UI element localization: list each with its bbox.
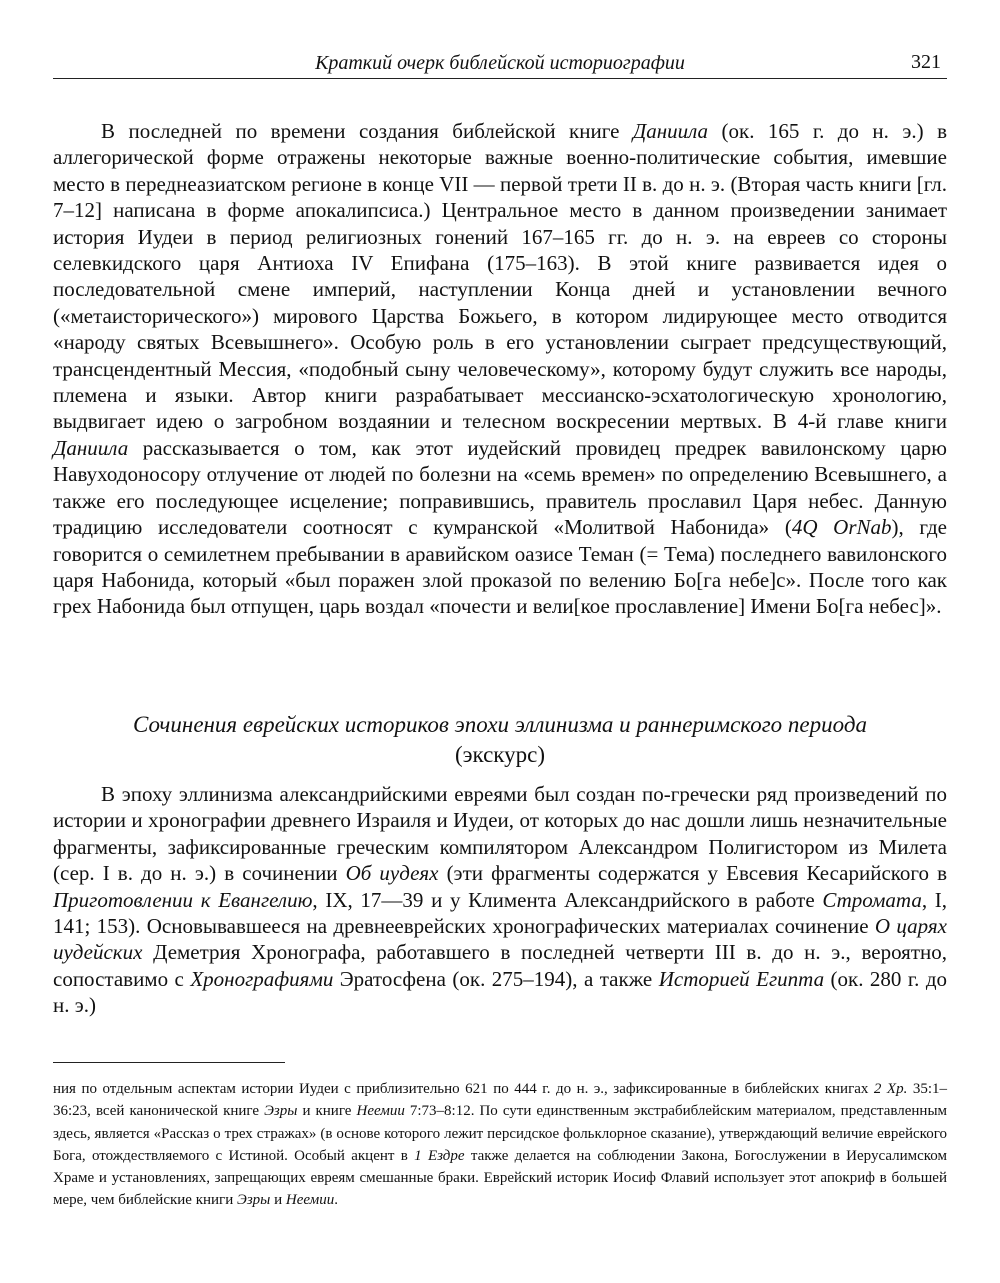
page-number: 321	[911, 51, 941, 73]
text-run: В последней по времени создания библейской книге	[101, 119, 633, 143]
book-reference-italic: 2 Хр.	[873, 1081, 908, 1097]
section-title: Сочинения еврейских историков эпохи эллинизма и раннеримского периода	[133, 712, 867, 737]
text-run: .	[334, 1192, 338, 1209]
book-title-italic: Приготовлении к Евангелию	[53, 887, 313, 912]
text-run: (ок. 280 г. до н. э.)	[53, 966, 948, 1018]
text-run: также делается на соблюдении Закона, Богослужении в Иерусалимском Храме и установлениях, запрещающих евреям смешанные браки. Еврейский историк Иосиф Флавий использует этот апокриф в большей мере, чем библейские книги	[53, 1147, 948, 1209]
book-title-italic: Даниила	[53, 435, 129, 460]
book-title-italic: Об иудеях	[345, 861, 439, 886]
text-run: 7:73–8:12. По сути единственным экстрабиблейским материалом, представленным здесь, является «Рассказ о трех стражах» (в основе которого лежит персидское фольклорное сказание), утверждающий величие еврейского Бога, отождествляемого с Истиной. Особый акцент в	[53, 1103, 948, 1164]
book-title-italic: Историей Египта	[658, 966, 825, 991]
book-title-italic: Хронографиями	[190, 966, 334, 991]
text-run: , IX, 17—39 и у Климента Александрийского в работе	[312, 887, 823, 912]
footnote-separator	[53, 1062, 285, 1063]
book-reference-italic: 1 Ездре	[414, 1147, 465, 1164]
manuscript-siglum-italic: 4Q OrNab	[791, 515, 892, 540]
footnote	[53, 1078, 947, 1212]
book-reference-italic: Неемии	[285, 1192, 335, 1209]
text-run: В эпоху эллинизма александрийскими евреями был создан по-гречески ряд произведений по истории и хронографии древнего Израиля и Иудеи, от которых до нас дошли лишь незначительные фрагменты, зафиксированные греческим компилятором Александром Полигистором из Милета (сер. I в. до н. э.) в сочинении	[53, 782, 947, 886]
book-title-italic: Стромата	[822, 887, 922, 912]
text-run: и	[270, 1192, 286, 1209]
text-run: Эратосфена (ок. 275–194), а также	[333, 966, 659, 991]
text-run: 35:1–36:23, всей канонической книге	[53, 1081, 948, 1120]
text-run: (эти фрагменты содержатся у Евсевия Кесарийского в	[438, 861, 947, 886]
text-run: ), где говорится о семилетнем пребывании в аравийском оазисе Теман (= Тема) последнего вавилонского царя Набонида, который «был поражен злой проказой по велению Бо[га небе]с». После того как грех Набонида был отпущен, царь воздал «почести и вели[кое прославление] Имени Бо[га небес]».	[53, 515, 947, 619]
text-run: рассказывается о том, как этот иудейский провидец предрек вавилонскому царю Навуходоносору отлучение от людей по болезни на «семь времен» по определению Всевышнего, а также его последующее исцеление; поправившись, правитель прославил Царя небес. Данную традицию исследователи соотносят с кумранской «Молитвой Набонида» (	[53, 435, 947, 540]
text-run: Деметрия Хронографа, работавшего в последней четверти III в. до н. э., вероятно, сопоставимо с	[53, 940, 947, 991]
text-run: , I, 141; 153). Основывавшееся на древнееврейских хронографических материалах сочинение	[53, 887, 947, 939]
running-title: Краткий очерк библейской историографии	[315, 52, 685, 74]
book-reference-italic: Неемии	[356, 1103, 405, 1120]
book-title-italic: Даниила	[632, 119, 709, 143]
book-reference-italic: Эзры	[237, 1192, 271, 1209]
text-run: (ок. 165 г. до н. э.) в аллегорической форме отражены некоторые важные военно-политические события, имевшие место в переднеазиатском регионе в конце VII — первой трети II в. до н. э. (Вторая часть книги [гл. 7–12] написана в форме апокалипсиса.) Центральное место в данном произведении занимает история Иудеи в период религиозных гонений 167–165 гг. до н. э. на евреев со стороны селевкидского царя Антиоха IV Епифана (175–163). В этой книге развивается идея о последовательной смене империй, наступлении Конца дней и установлении вечного («метаисторического») мирового Царства Божьего, в котором лидирующее место отводится «народу святых Всевышнего». Особую роль в его установлении сыграет предсуществующий, трансцендентный Мессия, «подобный сыну человеческому», которому будут служить все народы, племена и языки. Автор книги разрабатывает мессианско-эсхатологическую хронологию, выдвигает идею о загробном воздаянии и телесном воскресении мертвых. В 4-й главе книги	[53, 119, 947, 434]
paragraph-hellenistic-historians	[53, 781, 947, 1019]
text-run: и книге	[297, 1103, 357, 1120]
section-subtitle: (экскурс)	[454, 742, 546, 767]
running-header	[53, 50, 947, 79]
book-title-italic: О царях иудейских	[53, 914, 947, 965]
section-heading	[53, 710, 947, 770]
book-reference-italic: Эзры	[264, 1103, 298, 1120]
paragraph-daniel	[53, 118, 947, 620]
text-run: ния по отдельным аспектам истории Иудеи с приблизительно 621 по 444 г. до н. э., зафиксированные в библейских книгах	[53, 1081, 874, 1097]
